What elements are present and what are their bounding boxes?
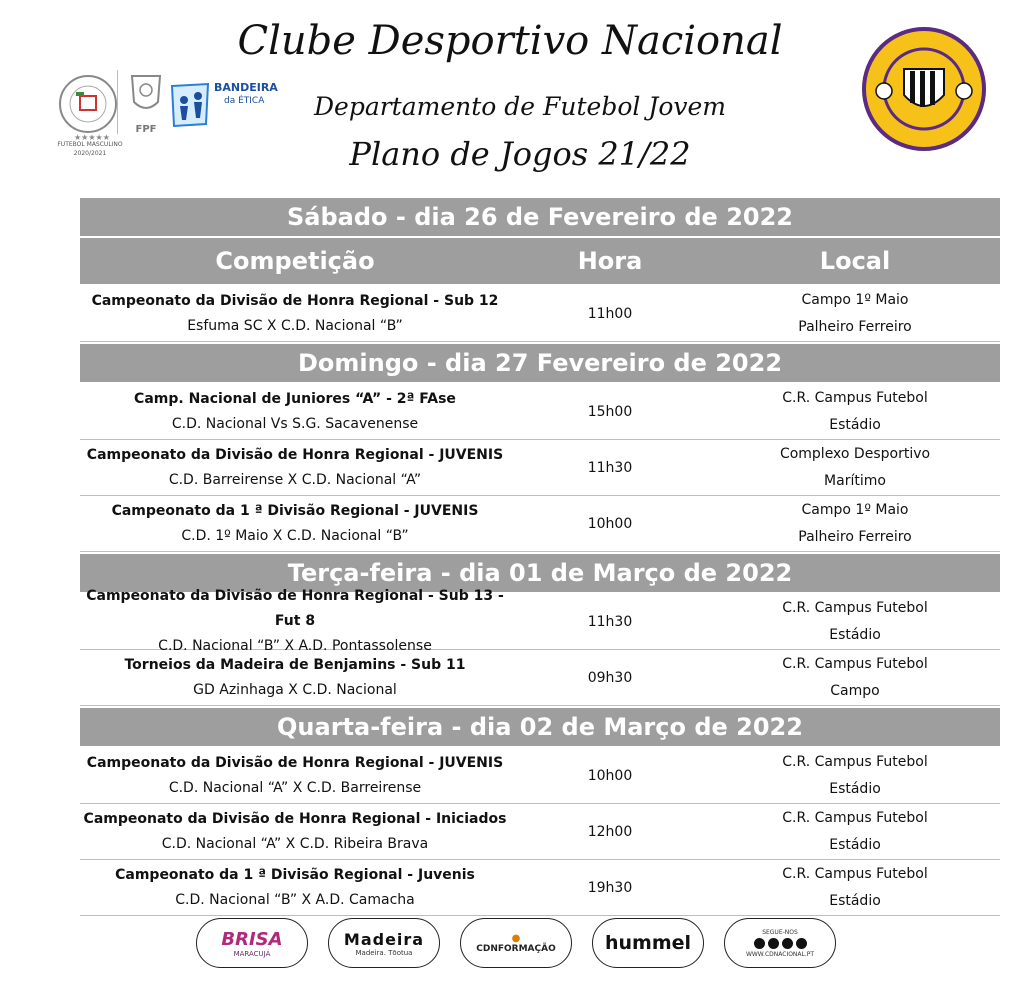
madeira-logo-text: Madeira [343,929,425,949]
etica-label: BANDEIRA [214,81,278,94]
competition-name: Campeonato da Divisão de Honra Regional - Sub 13 - Fut 8 [86,588,504,629]
location-line-2: Marítimo [824,472,886,489]
col-location: Local [819,247,891,275]
match-teams: C.D. Nacional “B” X A.D. Camacha [175,891,415,908]
sponsor-bar [196,918,836,970]
col-time: Hora [577,247,643,275]
match-teams: C.D. Barreirense X C.D. Nacional “A” [168,471,422,488]
sponsor-social [724,918,836,968]
twitter-icon [782,938,793,949]
match-teams: GD Azinhaga X C.D. Nacional [193,681,397,698]
competition-name: Campeonato da Divisão de Honra Regional - Sub 12 [91,292,499,309]
department-title: Departamento de Futebol Jovem [313,92,727,121]
match-time: 19h30 [587,879,633,896]
location-line-1: Complexo Desportivo [779,445,931,462]
day-header: Sábado - dia 26 de Fevereiro de 2022 [80,198,1000,236]
club-title: Clube Desportivo Nacional [237,18,783,64]
sponsor-madeira [328,918,440,968]
sponsor-cdn-formacao [460,918,572,968]
fpf-label: FPF [135,124,157,135]
location-line-2: Estádio [829,780,881,797]
sponsor-brisa [196,918,308,968]
match-time: 15h00 [587,403,633,420]
location-line-1: Campo 1º Maio [801,501,909,518]
brisa-sub: MARACUJÁ [233,949,271,958]
svg-text:★★★★★: ★★★★★ [74,133,110,142]
facebook-icon [754,938,765,949]
game-row [80,748,1000,804]
schedule-table [80,198,1000,916]
match-teams: C.D. Nacional Vs S.G. Sacavenense [171,415,419,432]
location-line-2: Campo [830,682,880,699]
game-row [80,496,1000,552]
social-icons [754,938,807,949]
match-teams: Esfuma SC X C.D. Nacional “B” [187,317,403,334]
location-line-1: C.R. Campus Futebol [782,809,928,826]
website-url: WWW.CDNACIONAL.PT [745,950,815,958]
location-line-2: Estádio [829,626,881,643]
match-teams: C.D. Nacional “A” X C.D. Ribeira Brava [161,835,429,852]
column-headers [80,238,1000,284]
madeira-sub: Madeira. Tōotua [355,948,413,957]
sponsor-hummel [592,918,704,968]
youtube-icon [796,938,807,949]
match-time: 11h00 [587,305,633,322]
competition-name: Campeonato da 1 ª Divisão Regional - Juvenis [115,866,475,883]
game-row [80,286,1000,342]
competition-name: Camp. Nacional de Juniores “A” - 2ª FAse [134,390,456,407]
location-line-1: Campo 1º Maio [801,291,909,308]
instagram-icon [768,938,779,949]
hummel-logo-text: hummel [604,932,692,954]
location-line-2: Palheiro Ferreiro [798,528,912,545]
day-header: Domingo - dia 27 Fevereiro de 2022 [80,344,1000,382]
certification-caption: FUTEBOL MASCULINO 2020/2021 [57,141,123,157]
match-time: 11h30 [587,459,633,476]
competition-name: Campeonato da Divisão de Honra Regional - JUVENIS [86,446,504,463]
competition-name: Campeonato da Divisão de Honra Regional - Iniciados [83,810,507,827]
header [0,0,1024,195]
game-row [80,440,1000,496]
match-time: 10h00 [587,515,633,532]
location-line-1: C.R. Campus Futebol [782,389,928,406]
segue-label: SEGUE-NOS [762,928,798,936]
location-line-1: C.R. Campus Futebol [782,865,928,882]
location-line-1: C.R. Campus Futebol [782,753,928,770]
game-row [80,804,1000,860]
location-line-1: C.R. Campus Futebol [782,599,928,616]
location-line-2: Estádio [829,892,881,909]
match-time: 12h00 [587,823,633,840]
brisa-logo-text: BRISA [221,928,283,950]
cdn-figure-icon: ● [511,932,521,944]
day-header: Quarta-feira - dia 02 de Março de 2022 [80,708,1000,746]
etica-sub: da ÉTICA [224,96,265,106]
game-row [80,650,1000,706]
match-teams: C.D. Nacional “A” X C.D. Barreirense [168,779,422,796]
plan-title: Plano de Jogos 21/22 [349,135,691,173]
club-crest [860,25,988,153]
location-line-2: Palheiro Ferreiro [798,318,912,335]
game-row [80,588,1000,654]
day-header: Terça-feira - dia 01 de Março de 2022 [80,554,1000,592]
match-teams: C.D. Nacional “B” X A.D. Pontassolense [158,638,432,654]
competition-name: Campeonato da 1 ª Divisão Regional - JUVENIS [111,502,479,519]
match-time: 11h30 [587,613,633,630]
match-time: 09h30 [587,669,633,686]
match-time: 10h00 [587,767,633,784]
location-line-2: Estádio [829,836,881,853]
match-teams: C.D. 1º Maio X C.D. Nacional “B” [181,527,409,544]
col-competition: Competição [215,247,375,275]
competition-name: Campeonato da Divisão de Honra Regional - JUVENIS [86,754,504,771]
game-row [80,860,1000,916]
location-line-1: C.R. Campus Futebol [782,655,928,672]
game-row [80,384,1000,440]
competition-name: Torneios da Madeira de Benjamins - Sub 11 [124,656,466,673]
cdn-logo-text: CDNFORMAÇÃO [476,943,556,954]
location-line-2: Estádio [829,416,881,433]
